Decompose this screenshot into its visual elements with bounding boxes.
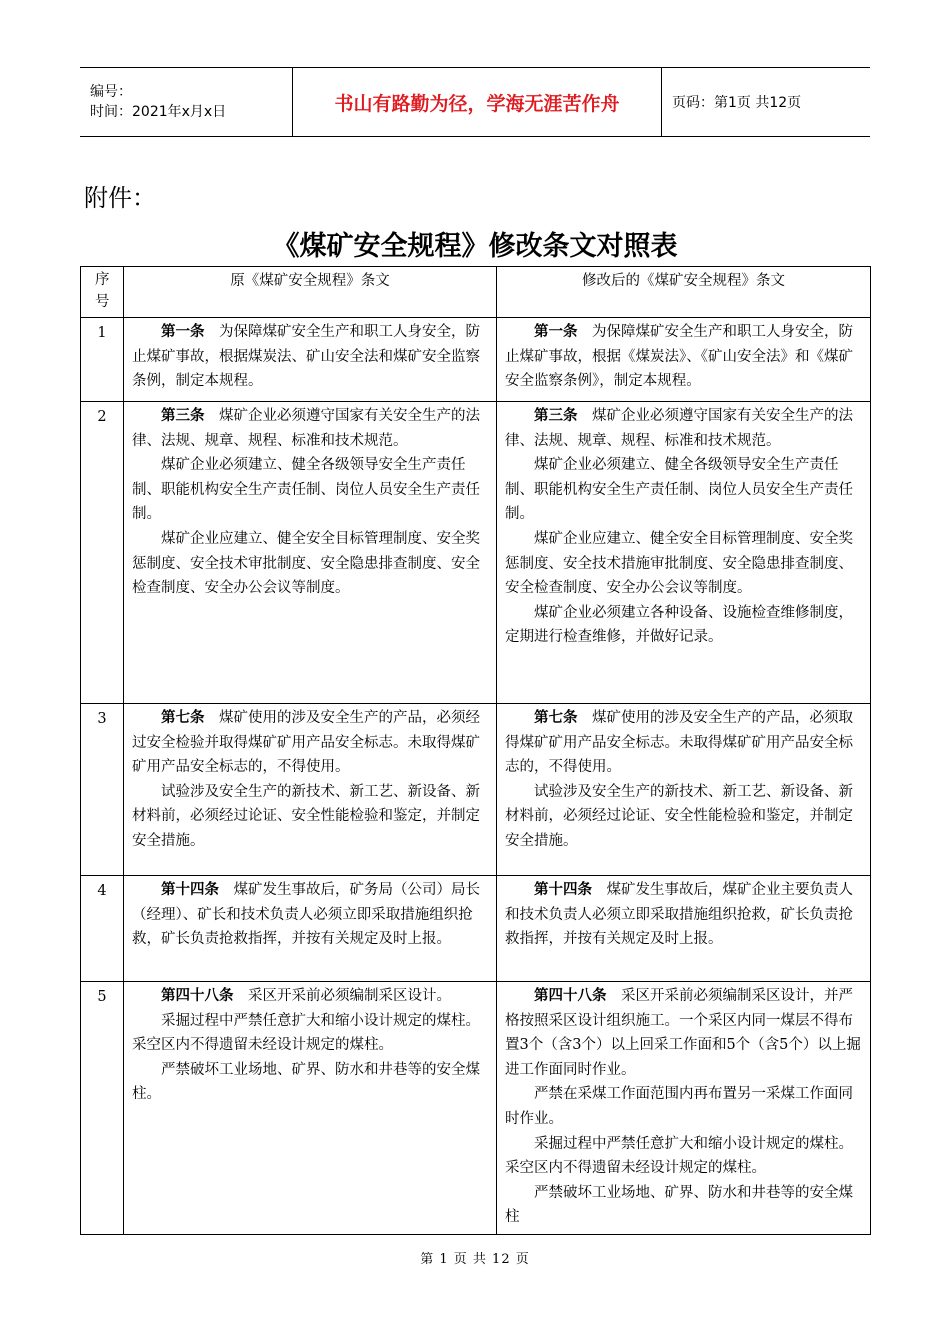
article-number: 第十四条 xyxy=(161,882,219,898)
clause-text: 煤矿使用的涉及安全生产的产品，必须经过安全检验并取得煤矿矿用产品安全标志。未取得煤矿矿用产品安全标志的，不得使用。 xyxy=(132,710,480,776)
clause-text: 为保障煤矿安全生产和职工人身安全，防止煤矿事故，根据煤炭法、矿山安全法和煤矿安全监察条例，制定本规程。 xyxy=(132,324,480,390)
table-row xyxy=(81,704,871,876)
clause-paragraph xyxy=(505,601,862,650)
header-motto: 书山有路勤为径，学海无涯苦作舟 xyxy=(293,68,662,136)
table-row xyxy=(81,402,871,704)
clause-paragraph xyxy=(505,780,862,854)
clause-paragraph xyxy=(132,453,488,527)
clause-paragraph xyxy=(132,1009,488,1058)
revised-clause-cell xyxy=(497,704,871,876)
comparison-table xyxy=(80,266,871,1235)
document-title: 《煤矿安全规程》修改条文对照表 xyxy=(272,231,678,262)
original-clause-cell xyxy=(124,402,497,704)
clause-paragraph xyxy=(132,878,488,952)
clause-text: 采掘过程中严禁任意扩大和缩小设计规定的煤柱。采空区内不得遗留未经设计规定的煤柱。 xyxy=(505,1135,853,1177)
original-clause-cell xyxy=(124,982,497,1235)
clause-paragraph xyxy=(132,404,488,453)
clause-text: 试验涉及安全生产的新技术、新工艺、新设备、新材料前，必须经过论证、安全性能检验和鉴定，并制定安全措施。 xyxy=(505,783,853,849)
article-number: 第四十八条 xyxy=(161,988,234,1004)
article-number: 第一条 xyxy=(534,324,578,340)
clause-text: 煤矿使用的涉及安全生产的产品，必须取得煤矿矿用产品安全标志。未取得煤矿矿用产品安全标志的，不得使用。 xyxy=(505,710,853,776)
header-original: 原《煤矿安全规程》条文 xyxy=(124,267,497,318)
revised-clause-cell xyxy=(497,402,871,704)
article-number: 第七条 xyxy=(534,710,578,726)
clause-paragraph xyxy=(505,706,862,780)
article-number: 第七条 xyxy=(161,710,205,726)
clause-paragraph xyxy=(505,984,862,1082)
clause-text: 煤矿企业必须遵守国家有关安全生产的法律、法规、规章、规程、标准和技术规范。 xyxy=(505,408,853,449)
clause-paragraph xyxy=(505,1181,862,1230)
clause-paragraph xyxy=(132,706,488,780)
time-label: 时间：2021年x月x日 xyxy=(90,104,227,120)
revised-clause-cell xyxy=(497,318,871,402)
article-number: 第三条 xyxy=(161,408,205,424)
row-number: 5 xyxy=(81,982,124,1235)
table-row xyxy=(81,318,871,402)
revised-clause-cell xyxy=(497,982,871,1235)
original-clause-cell xyxy=(124,318,497,402)
article-number: 第一条 xyxy=(161,324,205,340)
clause-paragraph xyxy=(132,1058,488,1107)
clause-paragraph xyxy=(505,453,862,527)
article-number: 第三条 xyxy=(534,408,578,424)
clause-paragraph xyxy=(505,404,862,453)
original-clause-cell xyxy=(124,704,497,876)
clause-text: 采区开采前必须编制采区设计，并严格按照采区设计组织施工。一个采区内同一煤层不得布置3个（含3个）以上回采工作面和5个（含5个）以上掘进工作面同时作业。 xyxy=(505,988,861,1078)
clause-paragraph xyxy=(505,1132,862,1181)
clause-paragraph xyxy=(505,320,862,394)
revised-clause-cell xyxy=(497,876,871,982)
original-clause-cell xyxy=(124,876,497,982)
article-number: 第四十八条 xyxy=(534,988,607,1004)
clause-text: 煤矿企业必须建立、健全各级领导安全生产责任制、职能机构安全生产责任制、岗位人员安全生产责任制。 xyxy=(505,457,853,523)
clause-paragraph xyxy=(505,1082,862,1131)
header-revised: 修改后的《煤矿安全规程》条文 xyxy=(497,267,871,318)
clause-paragraph xyxy=(132,780,488,854)
clause-text: 煤矿企业必须遵守国家有关安全生产的法律、法规、规章、规程、标准和技术规范。 xyxy=(132,408,480,449)
clause-text: 煤矿发生事故后，矿务局（公司）局长（经理）、矿长和技术负责人必须立即采取措施组织抢救，矿长负责抢救指挥，并按有关规定及时上报。 xyxy=(132,882,480,948)
page-header xyxy=(80,67,870,137)
number-label: 编号： xyxy=(90,84,132,100)
clause-text: 煤矿企业应建立、健全安全目标管理制度、安全奖惩制度、安全技术措施审批制度、安全隐患排查制度、安全检查制度、安全办公会议等制度。 xyxy=(505,530,853,597)
clause-text: 试验涉及安全生产的新技术、新工艺、新设备、新材料前，必须经过论证、安全性能检验和鉴定，并制定安全措施。 xyxy=(132,783,480,849)
header-page-info: 页码：第1页 共12页 xyxy=(672,95,802,111)
clause-text: 煤矿企业必须建立、健全各级领导安全生产责任制、职能机构安全生产责任制、岗位人员安全生产责任制。 xyxy=(132,457,480,523)
article-number: 第十四条 xyxy=(534,882,592,898)
clause-paragraph xyxy=(132,320,488,394)
row-number: 3 xyxy=(81,704,124,876)
header-meta xyxy=(80,68,293,136)
clause-text: 严禁破坏工业场地、矿界、防水和井巷等的安全煤柱。 xyxy=(132,1061,480,1103)
table-row xyxy=(81,982,871,1235)
clause-text: 采掘过程中严禁任意扩大和缩小设计规定的煤柱。采空区内不得遗留未经设计规定的煤柱。 xyxy=(132,1012,480,1054)
row-number: 4 xyxy=(81,876,124,982)
table-header-row xyxy=(81,267,871,318)
clause-text: 采区开采前必须编制采区设计。 xyxy=(248,988,451,1004)
clause-text: 煤矿发生事故后，煤矿企业主要负责人和技术负责人必须立即采取措施组织抢救，矿长负责抢救指挥，并按有关规定及时上报。 xyxy=(505,882,853,948)
clause-text: 为保障煤矿安全生产和职工人身安全，防止煤矿事故，根据《煤炭法》、《矿山安全法》和《煤矿安全监察条例》，制定本规程。 xyxy=(505,324,853,390)
clause-text: 严禁破坏工业场地、矿界、防水和井巷等的安全煤柱 xyxy=(505,1184,853,1226)
clause-paragraph xyxy=(505,878,862,952)
clause-text: 煤矿企业必须建立各种设备、设施检查维修制度，定期进行检查维修，并做好记录。 xyxy=(505,604,853,646)
header-seq: 序号 xyxy=(81,267,124,318)
clause-text: 煤矿企业应建立、健全安全目标管理制度、安全奖惩制度、安全技术审批制度、安全隐患排查制度、安全检查制度、安全办公会议等制度。 xyxy=(132,530,480,597)
clause-paragraph xyxy=(132,527,488,601)
clause-text: 严禁在采煤工作面范围内再布置另一采煤工作面同时作业。 xyxy=(505,1086,853,1127)
page-footer: 第 1 页 共 12 页 xyxy=(420,1252,530,1267)
attachment-label: 附件： xyxy=(84,184,156,212)
table-row xyxy=(81,876,871,982)
row-number: 2 xyxy=(81,402,124,704)
row-number: 1 xyxy=(81,318,124,402)
clause-paragraph xyxy=(505,527,862,601)
clause-paragraph xyxy=(132,984,488,1009)
